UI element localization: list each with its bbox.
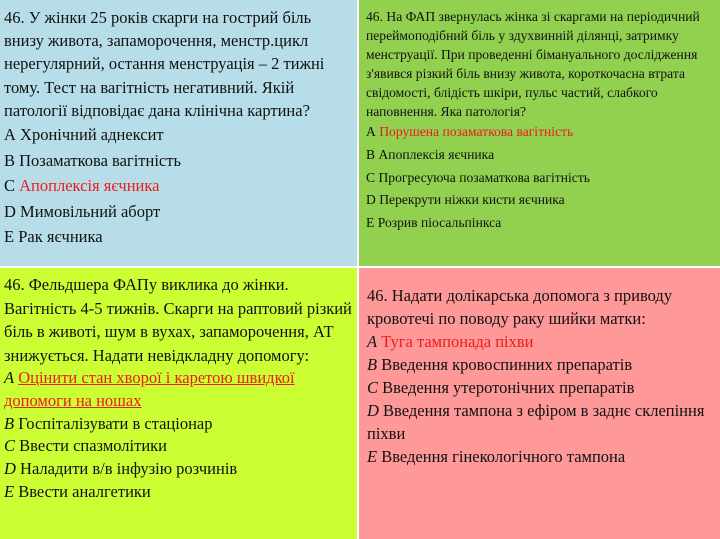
option-b[interactable] [4, 413, 353, 436]
option-letter: В [367, 355, 378, 374]
question-text: 46. Фельдшера ФАПу виклика до жінки. Вагітність 4-5 тижнів. Скарги на раптовий різкий біль в животі, шум в вухах, запаморочення, АТ знижується. Надати невідкладну допомогу: [4, 275, 352, 365]
question-card-2 [359, 0, 720, 268]
option-letter: А [4, 125, 16, 145]
option-text: Ввести аналгетики [18, 481, 151, 501]
question-card-4 [359, 268, 720, 539]
option-text: Розрив піосальпінкса [377, 215, 502, 231]
option-d[interactable] [4, 199, 353, 225]
option-text: Апоплексія яєчника [378, 146, 495, 162]
option-d[interactable] [4, 458, 353, 481]
option-letter: С [4, 176, 16, 196]
option-text: Введення кровоспинних препаратів [381, 355, 633, 374]
option-b[interactable] [4, 148, 353, 174]
option-e[interactable] [4, 481, 353, 504]
option-letter: Е [4, 227, 15, 247]
option-text: Порушена позаматкова вагітність [379, 124, 574, 139]
option-text: Госпіталізувати в стаціонар [18, 413, 213, 433]
option-d[interactable] [366, 189, 716, 212]
option-e[interactable] [366, 212, 716, 235]
option-c-correct[interactable] [4, 173, 353, 199]
option-text: Хронічний аднексит [20, 125, 164, 145]
option-d[interactable] [367, 399, 716, 445]
option-a-correct[interactable] [367, 330, 716, 353]
question-card-3 [0, 268, 359, 539]
option-letter: Е [4, 481, 15, 501]
option-c[interactable] [366, 167, 716, 190]
option-text: Введення гінекологічного тампона [381, 447, 626, 466]
option-text: Рак яєчника [18, 227, 103, 247]
option-letter: А [4, 368, 15, 387]
option-letter: А [367, 332, 378, 351]
option-text: Введення утеротонічних препаратів [382, 378, 635, 397]
option-c[interactable] [367, 376, 716, 399]
option-text: Прогресуюча позаматкова вагітність [378, 169, 590, 185]
option-letter: D [4, 201, 16, 221]
option-letter: С [367, 378, 379, 397]
option-b[interactable] [367, 353, 716, 376]
option-letter: В [4, 413, 15, 433]
option-text: Апоплексія яєчника [19, 176, 160, 196]
option-letter: С [4, 436, 16, 456]
option-a-correct[interactable] [366, 121, 716, 144]
option-text: Оцінити стан хворої і каретою швидкої допомоги на ношах [4, 368, 295, 410]
option-letter: В [4, 150, 16, 170]
option-text: Перекрути ніжки кисти яєчника [379, 192, 565, 208]
option-letter: В [366, 146, 376, 162]
option-b[interactable] [366, 144, 716, 167]
option-letter: А [366, 124, 376, 139]
option-text: Позаматкова вагітність [19, 150, 181, 170]
question-text: 46. Надати долікарська допомога з приводу кровотечі по поводу раку шийки матки: [367, 286, 673, 328]
question-card-1 [0, 0, 359, 268]
option-text: Наладити в/в інфузію розчинів [20, 459, 238, 479]
option-text: Мимовільний аборт [20, 201, 161, 221]
option-letter: D [367, 401, 379, 420]
option-a[interactable] [4, 122, 353, 148]
option-e[interactable] [367, 445, 716, 468]
option-letter: Е [366, 215, 375, 231]
option-text: Введення тампона з ефіром в заднє склепіння піхви [367, 401, 705, 443]
question-text: 46. У жінки 25 років скарги на гострий біль внизу живота, запаморочення, менстр.цикл нерегулярний, остання менструація – 2 тижні тому. Тест на вагітність негативний. Якій патології відповідає дана клінічна картина? [4, 8, 325, 120]
option-c[interactable] [4, 435, 353, 458]
option-letter: D [4, 459, 16, 479]
option-letter: Е [367, 447, 378, 466]
option-letter: D [366, 192, 376, 208]
option-a-correct[interactable] [4, 367, 353, 413]
option-text: Туга тампонада піхви [381, 332, 534, 351]
option-e[interactable] [4, 224, 353, 250]
option-text: Ввести спазмолітики [19, 436, 168, 456]
question-text: 46. На ФАП звернулась жінка зі скаргами на періодичний переймоподібний біль у здухвинній ділянці, затримку менструації. При проведенні бімануального дослідження з'явився різкий біль внизу живота, короткочасна втрата свідомості, блідість шкіри, пульс частий, слабкого наповнення. Яка патологія? [366, 9, 700, 119]
option-letter: С [366, 169, 376, 185]
